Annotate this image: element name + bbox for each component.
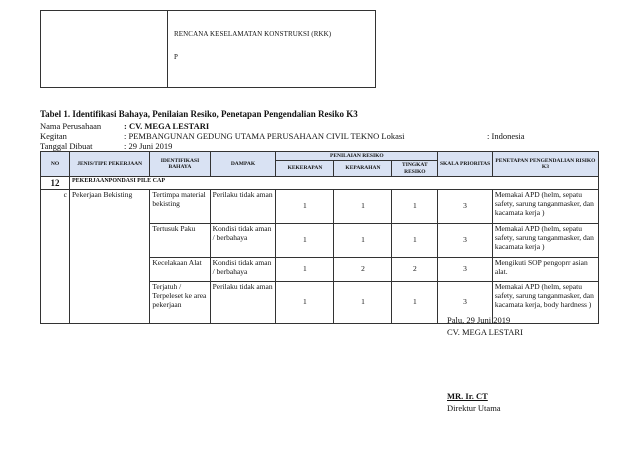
risk-table [40,151,599,324]
col-skala: SKALA PRIORITAS [438,152,493,177]
meta-value: : 29 Juni 2019 [124,141,173,151]
control: Mengikuti SOP pengoprr asian alat. [492,258,598,282]
col-jenis: JENIS/TIPE PEKERJAAN [70,152,150,177]
meta-tanggal [40,141,172,151]
control: Memakai APD (helm, sepatu safety, sarung tanganmasker, dan kacamata kerja, body hardness ) [492,282,598,324]
row-letter: c [41,190,70,324]
meta-nama-perusahaan [40,121,209,131]
meta-value: : CV. MEGA LESTARI [124,121,210,131]
control: Memakai APD (helm, sepatu safety, sarung tanganmasker, dan kacamata kerja ) [492,224,598,258]
keparahan: 1 [334,190,392,224]
tingkat: 2 [392,258,438,282]
keparahan: 1 [334,224,392,258]
col-no: NO [41,152,70,177]
section-number: 12 [41,176,70,189]
meta-kegiatan [40,131,525,141]
meta-label: Kegitan [40,131,67,141]
col-dampak: DAMPAK [210,152,276,177]
impact: Perilaku tidak aman [210,190,276,224]
col-kekerapan: KEKERAPAN [276,161,334,177]
col-identifikasi: IDENTIFIKASI BAHAYA [150,152,210,177]
signature-name: MR. Ir. CT [447,391,488,401]
hazard: Tertusuk Paku [150,224,210,258]
col-tingkat: TINGKAT RESIKO [392,161,438,177]
col-penilaian: PENILAIAN RESIKO [276,152,438,161]
meta-label: Tanggal Dibuat [40,141,93,151]
skala: 3 [438,258,493,282]
header-box-subtitle: P [174,53,178,61]
table-row [41,190,599,224]
control: Memakai APD (helm, sepatu safety, sarung tanganmasker, dan kacamata kerja ) [492,190,598,224]
kekerapan: 1 [276,258,334,282]
header-box-title: RENCANA KESELAMATAN KONSTRUKSI (RKK) [174,30,332,38]
meta-lokasi-value: : Indonesia [487,131,525,141]
signature-title: Direktur Utama [447,403,501,413]
kekerapan: 1 [276,224,334,258]
section-row [41,176,599,189]
header-box [40,10,376,88]
keparahan: 1 [334,282,392,324]
skala: 3 [438,282,493,324]
impact: Kondisi tidak aman / berbahaya [210,224,276,258]
hazard: Kecelakaan Alat [150,258,210,282]
tingkat: 1 [392,190,438,224]
impact: Kondisi tidak aman / berbahaya [210,258,276,282]
meta-value: : PEMBANGUNAN GEDUNG UTAMA PERUSAHAAN CIVIL TEKNO Lokasi [124,131,405,141]
tingkat: 1 [392,224,438,258]
signature-company: CV. MEGA LESTARI [447,327,523,337]
skala: 3 [438,190,493,224]
hazard: Terjatuh / Terpeleset ke area pekerjaan [150,282,210,324]
tingkat: 1 [392,282,438,324]
skala: 3 [438,224,493,258]
kekerapan: 1 [276,190,334,224]
kekerapan: 1 [276,282,334,324]
keparahan: 2 [334,258,392,282]
header-box-divider [167,11,168,87]
hazard: Tertimpa material bekisting [150,190,210,224]
table-title: Tabel 1. Identifikasi Bahaya, Penilaian Resiko, Penetapan Pengendalian Resiko K3 [40,109,358,119]
meta-label: Nama Perusahaan [40,121,102,131]
section-title: PEKERJAANPONDASI PILE CAP [70,176,599,189]
col-penetapan: PENETAPAN PENGENDALIAN RISIKO K3 [492,152,598,177]
col-keparahan: KEPARAHAN [334,161,392,177]
signature-place-date: Palu, 29 Juni 2019 [447,315,511,325]
impact: Perilaku tidak aman [210,282,276,324]
work-type: Pekerjaan Bekisting [70,190,150,324]
